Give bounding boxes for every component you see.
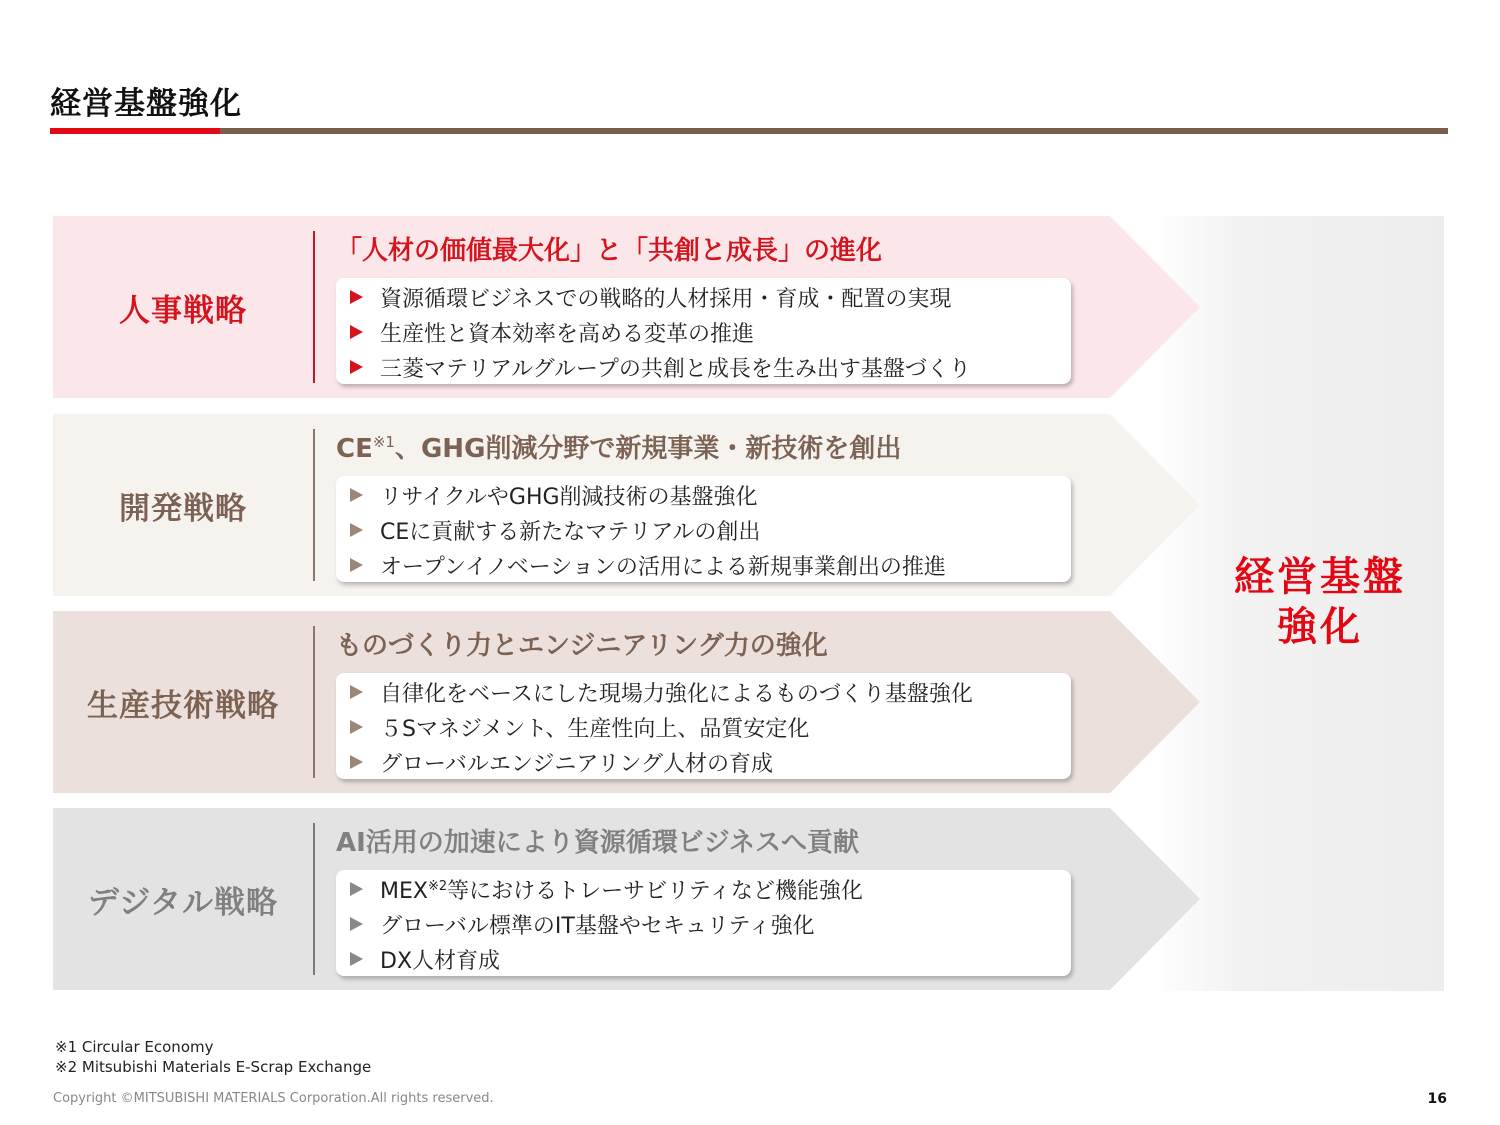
triangle-bullet-icon [350, 952, 363, 966]
triangle-bullet-icon [350, 325, 363, 339]
bullet-item [350, 907, 815, 941]
strategy-heading: AI活用の加速により資源循環ビジネスへ貢献 [336, 828, 860, 858]
bullet-post: 等におけるトレーサビリティなど機能強化 [447, 878, 863, 904]
bullet-text: 三菱マテリアルグループの共創と成長を生み出す基盤づくり [380, 356, 971, 382]
bullet-item [350, 548, 946, 582]
strategy-heading: 「人材の価値最大化」と「共創と成長」の進化 [336, 236, 883, 266]
title-rule [50, 128, 1448, 134]
strategy-heading: ものづくり力とエンジニアリング力の強化 [336, 631, 828, 661]
triangle-bullet-icon [350, 488, 363, 502]
bullet-item [350, 872, 863, 906]
bullet-item [350, 350, 971, 384]
strategy-band-development [53, 414, 1200, 596]
footnote-2: ※2 Mitsubishi Materials E-Scrap Exchange [55, 1058, 372, 1076]
triangle-bullet-icon [350, 290, 363, 304]
copyright: Copyright ©MITSUBISHI MATERIALS Corporation.All rights reserved. [53, 1091, 494, 1106]
bullet-text: リサイクルやGHG削減技術の基盤強化 [380, 484, 758, 510]
bullet-card [336, 870, 1071, 976]
strategy-band-hr [53, 216, 1200, 398]
triangle-bullet-icon [350, 755, 363, 769]
title-rule-accent [50, 128, 220, 134]
bullet-card [336, 673, 1071, 779]
bullet-item [350, 315, 754, 349]
bullet-text: グローバル標準のIT基盤やセキュリティ強化 [380, 913, 815, 939]
result-label [1190, 552, 1450, 652]
bullet-text [380, 874, 863, 905]
bullet-text: オープンイノベーションの活用による新規事業創出の推進 [380, 554, 946, 580]
page-number: 16 [1427, 1091, 1447, 1107]
divider [313, 231, 315, 383]
divider [313, 823, 315, 975]
bullet-card [336, 278, 1071, 384]
bullet-item [350, 745, 773, 779]
bullet-item [350, 675, 973, 709]
footnote-marker: ※1 [372, 433, 395, 451]
strategy-band-production [53, 611, 1200, 793]
triangle-bullet-icon [350, 720, 363, 734]
bullet-text: ５Sマネジメント、生産性向上、品質安定化 [380, 716, 810, 742]
divider [313, 429, 315, 581]
page-title: 経営基盤強化 [50, 86, 242, 122]
bullet-pre: MEX [380, 878, 428, 904]
strategy-name: 人事戦略 [119, 292, 247, 329]
strategy-name: 生産技術戦略 [87, 687, 279, 724]
bullet-item [350, 513, 760, 547]
bullet-card [336, 476, 1071, 582]
triangle-bullet-icon [350, 882, 363, 896]
bullet-text: DX人材育成 [380, 948, 501, 974]
triangle-bullet-icon [350, 558, 363, 572]
triangle-bullet-icon [350, 360, 363, 374]
strategy-band-digital [53, 808, 1200, 990]
bullet-text: 生産性と資本効率を高める変革の推進 [380, 321, 755, 347]
triangle-bullet-icon [350, 685, 363, 699]
strategy-name: デジタル戦略 [87, 884, 279, 921]
bullet-item [350, 478, 758, 512]
result-label-line1: 経営基盤 [1234, 554, 1406, 600]
triangle-bullet-icon [350, 523, 363, 537]
footnote-1: ※1 Circular Economy [55, 1038, 214, 1056]
triangle-bullet-icon [350, 917, 363, 931]
strategy-name: 開発戦略 [119, 490, 247, 527]
strategy-heading [336, 428, 901, 465]
footnote-marker: ※2 [427, 878, 448, 894]
divider [313, 626, 315, 778]
bullet-text: グローバルエンジニアリング人材の育成 [380, 751, 774, 777]
bullet-text: 自律化をベースにした現場力強化によるものづくり基盤強化 [380, 681, 973, 707]
bullet-item [350, 710, 809, 744]
bullet-text: 資源循環ビジネスでの戦略的人材採用・育成・配置の実現 [380, 286, 952, 312]
heading-pre: CE [336, 434, 373, 464]
heading-post: 、GHG削減分野で新規事業・新技術を創出 [394, 434, 902, 464]
bullet-item [350, 280, 951, 314]
result-label-line2: 強化 [1277, 604, 1363, 650]
bullet-text: CEに貢献する新たなマテリアルの創出 [380, 519, 761, 545]
bullet-item [350, 942, 500, 976]
